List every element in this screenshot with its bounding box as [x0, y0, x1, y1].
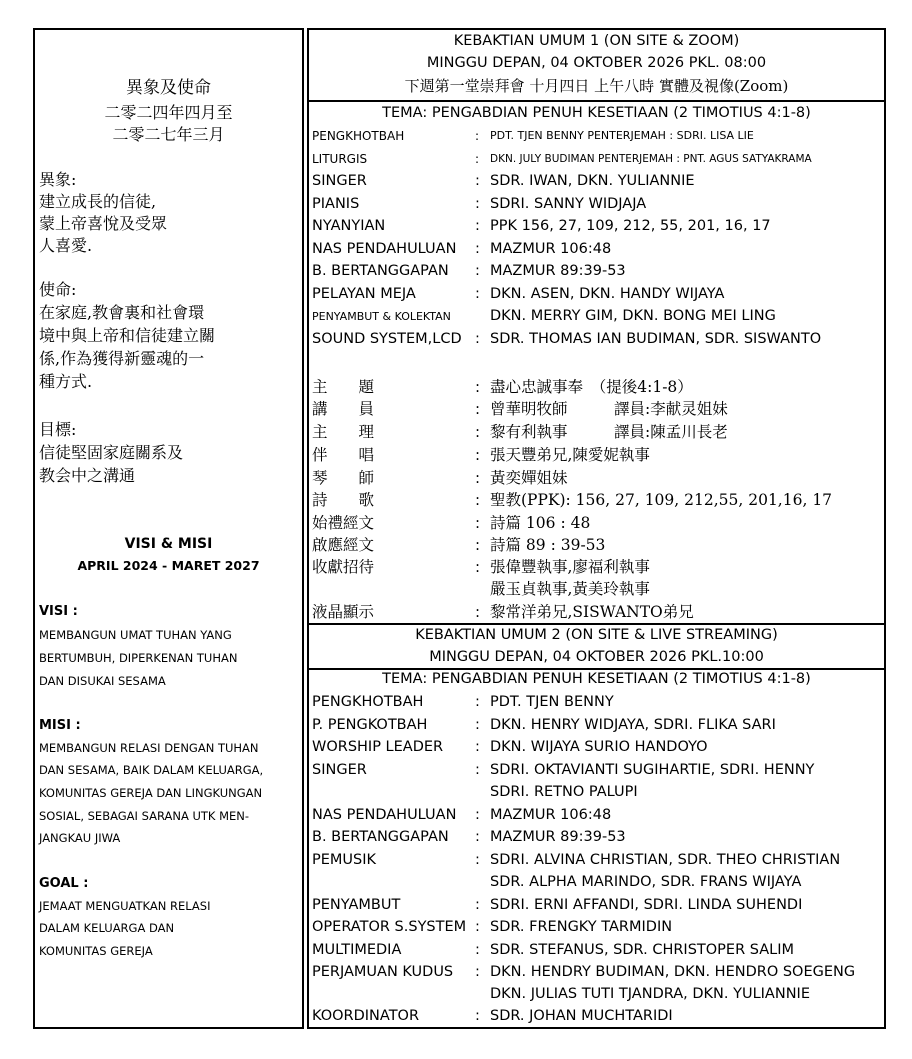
row-value: 張天豐弟兄,陳愛妮執事 [490, 446, 650, 464]
row-value: SDR. STEFANUS, SDR. CHRISTOPER SALIM [490, 942, 795, 958]
visi-misi-title: VISI & MISI [124, 536, 213, 552]
misi-label: MISI : [39, 718, 81, 733]
row-value: 曾華明牧師 譯員:李献灵姐妹 [490, 400, 728, 418]
row-colon: : [475, 173, 480, 189]
row-label: OPERATOR S.SYSTEM [312, 919, 467, 935]
goal-zh-label: 目標: [39, 420, 77, 439]
row-colon: : [475, 241, 480, 257]
row-value: 詩篇 106 : 48 [490, 514, 591, 532]
row-colon: : [475, 1008, 480, 1024]
row-value: SDR. THOMAS IAN BUDIMAN, SDR. SISWANTO [490, 331, 822, 347]
goal-label: GOAL : [39, 876, 89, 891]
row-value: 盡心忠誠事奉 （提後4:1-8） [490, 378, 693, 396]
row-label: WORSHIP LEADER [312, 739, 444, 755]
row-value: SDRI. ALVINA CHRISTIAN, SDR. THEO CHRISTIAN [490, 852, 841, 868]
row-colon: : [475, 739, 480, 755]
row-label: PENYAMBUT & KOLEKTAN [312, 310, 451, 323]
mission-zh-line: 境中與上帝和信徒建立關 [39, 326, 216, 345]
row-value: SDR. FRENGKY TARMIDIN [490, 919, 673, 935]
row-colon: : [475, 196, 480, 212]
row-value: SDRI. SANNY WIDJAJA [490, 196, 647, 212]
mission-zh-label: 使命: [39, 280, 77, 299]
row-colon: : [475, 218, 480, 234]
row-colon: : [475, 152, 480, 166]
row-label: 啟應經文 [312, 536, 375, 554]
row-value: SDRI. RETNO PALUPI [490, 784, 638, 800]
row-value: PDT. TJEN BENNY PENTERJEMAH : SDRI. LISA LIE [490, 129, 754, 142]
row-colon: : [475, 807, 480, 823]
row-label: 琴 師 [312, 469, 375, 487]
row-value: DKN. JULY BUDIMAN PENTERJEMAH : PNT. AGUS SATYAKRAMA [490, 153, 812, 165]
row-label: PENGKHOTBAH [312, 129, 405, 143]
row-label: 收獻招待 [312, 558, 375, 576]
row-label: MULTIMEDIA [312, 942, 402, 958]
misi-line: MEMBANGUN RELASI DENGAN TUHAN [39, 741, 259, 755]
row-colon: : [475, 942, 480, 958]
row-colon: : [475, 829, 480, 845]
row-label: NYANYIAN [312, 218, 386, 234]
row-colon: : [475, 964, 480, 980]
row-colon: : [475, 286, 480, 302]
row-label: LITURGIS [312, 152, 368, 166]
row-value: SDR. IWAN, DKN. YULIANNIE [490, 173, 695, 189]
row-colon: : [475, 694, 480, 710]
period-zh-1: 二零二四年四月至 [104, 103, 233, 122]
service1-date: MINGGU DEPAN, 04 OKTOBER 2026 PKL. 08:00 [426, 55, 767, 71]
row-colon: : [475, 446, 481, 464]
row-value: DKN. HENRY WIDJAYA, SDRI. FLIKA SARI [490, 717, 776, 733]
row-value: 黎有利執事 譯員:陳孟川長老 [490, 423, 728, 441]
row-value: 嚴玉貞執事,黃美玲執事 [490, 580, 650, 598]
row-label: PENYAMBUT [312, 897, 401, 913]
row-label: NAS PENDAHULUAN [312, 241, 457, 257]
row-colon: : [475, 423, 481, 441]
row-label: 講 員 [312, 400, 375, 418]
visi-line: BERTUMBUH, DIPERKENAN TUHAN [39, 651, 238, 665]
row-value: SDRI. OKTAVIANTI SUGIHARTIE, SDRI. HENNY [490, 762, 815, 778]
row-value: 聖教(PPK): 156, 27, 109, 212,55, 201,16, 17 [490, 491, 833, 509]
row-colon: : [475, 603, 481, 621]
row-colon: : [475, 514, 481, 532]
service2-title: KEBAKTIAN UMUM 2 (ON SITE & LIVE STREAMING) [415, 627, 778, 643]
row-value: DKN. HENDRY BUDIMAN, DKN. HENDRO SOEGENG [490, 964, 856, 980]
row-colon: : [475, 469, 481, 487]
row-colon: : [475, 491, 481, 509]
vision-mission-panel [33, 28, 304, 1029]
row-label: 主 題 [312, 378, 375, 396]
row-colon: : [475, 129, 480, 143]
row-label: B. BERTANGGAPAN [312, 263, 449, 279]
row-label: PENGKHOTBAH [312, 694, 424, 710]
goal-zh-line: 信徒堅固家庭關系及 [39, 443, 184, 462]
row-value: PDT. TJEN BENNY [490, 694, 614, 710]
row-value: MAZMUR 89:39-53 [490, 263, 626, 279]
row-value: DKN. MERRY GIM, DKN. BONG MEI LING [490, 308, 776, 324]
mission-zh-line: 種方式. [39, 372, 93, 391]
vision-title-zh: 異象及使命 [126, 78, 211, 98]
divider [309, 668, 884, 670]
row-colon: : [475, 536, 481, 554]
row-value: SDR. JOHAN MUCHTARIDI [490, 1008, 673, 1024]
row-colon: : [475, 897, 480, 913]
divider [309, 623, 884, 625]
row-value: DKN. WIJAYA SURIO HANDOYO [490, 739, 708, 755]
row-value: 黎常洋弟兄,SISWANTO弟兄 [490, 603, 694, 621]
misi-line: SOSIAL, SEBAGAI SARANA UTK MEN- [39, 809, 250, 823]
visi-misi-period: APRIL 2024 - MARET 2027 [77, 558, 260, 573]
row-label: 詩 歌 [312, 491, 375, 509]
row-label: 液晶顯示 [312, 603, 375, 621]
row-value: MAZMUR 106:48 [490, 807, 612, 823]
row-value: DKN. JULIAS TUTI TJANDRA, DKN. YULIANNIE [490, 986, 810, 1002]
goal-line: JEMAAT MENGUATKAN RELASI [39, 899, 211, 913]
row-colon: : [475, 378, 481, 396]
row-colon: : [475, 331, 480, 347]
row-value: MAZMUR 89:39-53 [490, 829, 626, 845]
goal-line: KOMUNITAS GEREJA [39, 944, 153, 958]
service1-tema: TEMA: PENGABDIAN PENUH KESETIAAN (2 TIMOTIUS 4:1-8) [382, 105, 811, 121]
row-value: PPK 156, 27, 109, 212, 55, 201, 16, 17 [490, 218, 771, 234]
misi-line: JANGKAU JIWA [39, 831, 121, 845]
row-value: 黃奕嬋姐妹 [490, 469, 568, 487]
misi-line: DAN SESAMA, BAIK DALAM KELUARGA, [39, 763, 264, 777]
row-colon: : [475, 717, 480, 733]
row-label: 始禮經文 [312, 514, 375, 532]
row-label: P. PENGKOTBAH [312, 717, 428, 733]
row-value: 張偉豐執事,廖福利執事 [490, 558, 650, 576]
row-label: SOUND SYSTEM,LCD [312, 331, 462, 347]
row-value: 詩篇 89 : 39-53 [490, 536, 606, 554]
mission-zh-line: 係,作為獲得新靈魂的一 [39, 349, 205, 368]
row-label: PERJAMUAN KUDUS [312, 964, 454, 980]
goal-zh-line: 教会中之溝通 [39, 466, 136, 485]
service1-title: KEBAKTIAN UMUM 1 (ON SITE & ZOOM) [453, 33, 740, 49]
row-label: 主 理 [312, 423, 375, 441]
row-label: SINGER [312, 762, 367, 778]
service2-tema: TEMA: PENGABDIAN PENUH KESETIAAN (2 TIMOTIUS 4:1-8) [382, 671, 811, 687]
row-colon: : [475, 558, 481, 576]
goal-line: DALAM KELUARGA DAN [39, 921, 175, 935]
row-colon: : [475, 852, 480, 868]
row-label: PELAYAN MEJA [312, 286, 416, 302]
row-colon: : [475, 919, 480, 935]
period-zh-2: 二零二七年三月 [112, 125, 225, 144]
misi-line: KOMUNITAS GEREJA DAN LINGKUNGAN [39, 786, 263, 800]
vision-zh-line: 蒙上帝喜悅及受眾 [39, 214, 168, 233]
service1-zh-header: 下週第一堂崇拜會 十月四日 上午八時 實體及視像(Zoom) [404, 77, 789, 95]
row-value: SDRI. ERNI AFFANDI, SDRI. LINDA SUHENDI [490, 897, 803, 913]
row-value: DKN. ASEN, DKN. HANDY WIJAYA [490, 286, 725, 302]
row-label: KOORDINATOR [312, 1008, 420, 1024]
visi-line: DAN DISUKAI SESAMA [39, 674, 166, 688]
vision-zh-line: 人喜愛. [39, 236, 93, 255]
divider [309, 100, 884, 102]
service-schedule-panel [307, 28, 886, 1029]
row-value: SDR. ALPHA MARINDO, SDR. FRANS WIJAYA [490, 874, 802, 890]
mission-zh-line: 在家庭,教會裏和社會環 [39, 303, 205, 322]
row-label: PIANIS [312, 196, 360, 212]
visi-line: MEMBANGUN UMAT TUHAN YANG [39, 628, 232, 642]
row-label: 伴 唱 [312, 446, 375, 464]
vision-zh-line: 建立成長的信徒, [39, 192, 157, 211]
service2-date: MINGGU DEPAN, 04 OKTOBER 2026 PKL.10:00 [429, 649, 764, 665]
visi-label: VISI : [39, 604, 78, 619]
row-label: SINGER [312, 173, 367, 189]
row-label: B. BERTANGGAPAN [312, 829, 449, 845]
row-label: PEMUSIK [312, 852, 377, 868]
row-colon: : [475, 762, 480, 778]
row-value: MAZMUR 106:48 [490, 241, 612, 257]
row-colon: : [475, 400, 481, 418]
vision-zh-label: 異象: [39, 170, 77, 189]
row-colon: : [475, 263, 480, 279]
row-label: NAS PENDAHULUAN [312, 807, 457, 823]
